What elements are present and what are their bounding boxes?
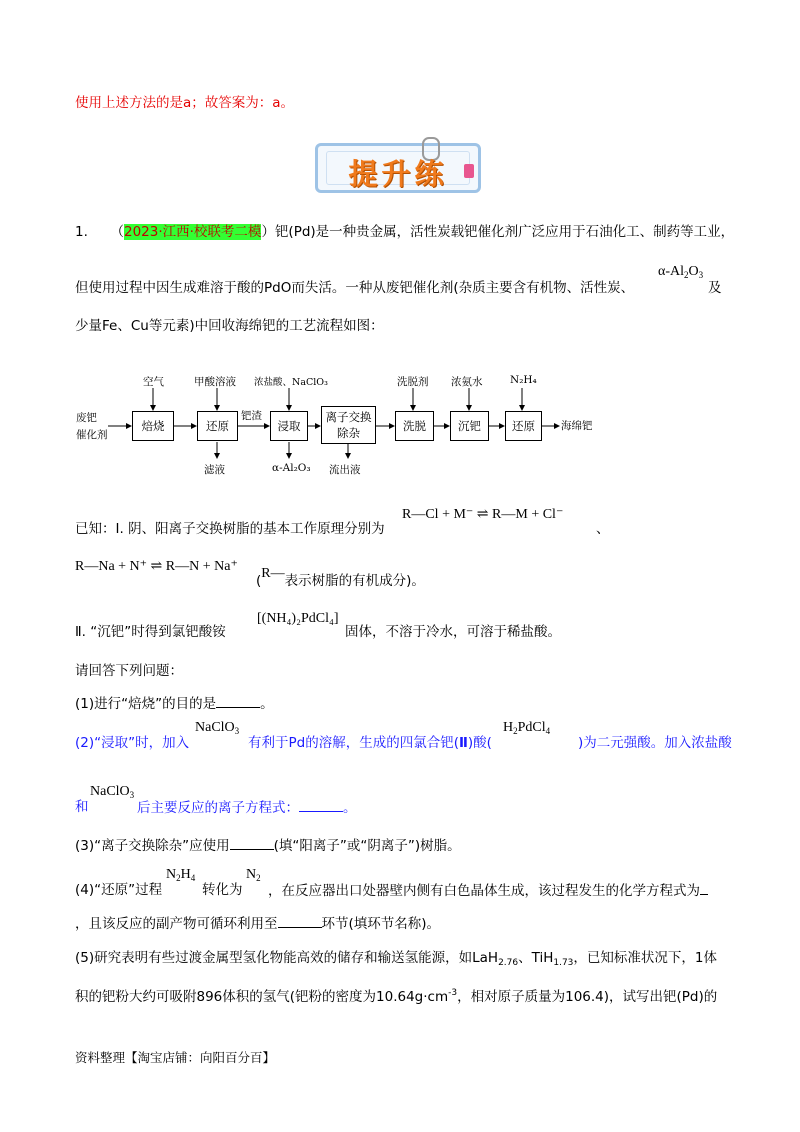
q2-b-text: 有利于Pd的溶解，生成的四氯合钯(: [248, 735, 459, 751]
q4-nitrogen-formula: $N_2$: [246, 867, 261, 883]
alpha-alumina-formula: $\alpha-Al_2O_3$: [658, 264, 704, 280]
source-tag: 2023·江西·校联考二模: [123, 224, 262, 240]
section-banner: [315, 143, 481, 193]
process-flow-diagram: [76, 370, 636, 480]
sub-question-2-b: [248, 733, 492, 753]
known-prefix: 已知：Ⅰ. 阴、阳离子交换树脂的基本工作原理分别为: [75, 521, 385, 537]
answer-line: 使用上述方法的是a；故答案为：a。: [75, 95, 295, 111]
question-1-line-3: 少量Fe、Cu等元素)中回收海绵钯的工艺流程如图：: [75, 318, 384, 334]
step-ion-exchange: [321, 406, 376, 444]
step-elution: 洗脱: [395, 411, 434, 441]
sub-question-5-line-1: [75, 948, 717, 973]
q2-h2pdcl4-text: H: [503, 720, 514, 735]
step-palladium-precipitation: 沉钯: [450, 411, 489, 441]
step-reduction-1: 还原: [197, 411, 238, 441]
sub-question-2-line-2-a: 和: [75, 799, 89, 815]
q2-h2pdcl4-formula: $H_2PdCl_4$: [503, 720, 551, 736]
output-effluent: 流出液: [329, 464, 361, 476]
flow-start-label-2: 催化剂: [76, 429, 108, 441]
sub-question-1: [75, 693, 274, 714]
q2-roman-numeral: Ⅱ: [458, 735, 468, 751]
note-r-symbol: R—: [261, 566, 285, 581]
q3-tail: (填“阳离子”或“阴离子”)树脂。: [273, 838, 461, 854]
q3-text: (3)“离子交换除杂”应使用: [75, 838, 230, 854]
q4-hydrazine-text: N: [166, 867, 177, 882]
banner-title: 提升练: [348, 157, 448, 191]
known-item-2-tail: 固体，不溶于冷水，可溶于稀盐酸。: [345, 624, 561, 640]
input-hydrazine: N₂H₄: [510, 374, 537, 386]
paren-open: （: [110, 224, 124, 240]
q4-answer-blank-1[interactable]: [700, 880, 708, 895]
q2-line2-text: 后主要反应的离子方程式：: [137, 800, 299, 816]
flow-start-label-1: 废钯: [76, 412, 97, 424]
q5-line2-text: 积的钯粉大约可吸附896体积的氢气(钯粉的密度为10.64g·cm: [75, 989, 449, 1005]
q5-line2-tail: ，相对原子质量为106.4)，试写出钯(Pd)的: [457, 989, 718, 1005]
step-roasting: 焙烧: [132, 411, 174, 441]
question-number: 1.: [75, 224, 88, 240]
q4-nitrogen-text: N: [246, 867, 257, 882]
input-hcl-naclo3: 浓盐酸、NaClO₃: [254, 377, 328, 388]
sub-question-5-line-2: [75, 983, 717, 1007]
questions-prompt: 请回答下列问题：: [75, 663, 183, 679]
q1-answer-blank[interactable]: [216, 693, 260, 708]
q2-naclo3-formula: NaClO$_3$: [195, 720, 240, 736]
anion-exchange-equation: R—Cl + M⁻ ⇌ R—M + Cl⁻: [402, 507, 564, 522]
q4-hydrazine-formula: $N_2H_4$: [166, 867, 196, 883]
sub-question-2-a: (2)“浸取”时，加入: [75, 735, 190, 751]
step-leaching: 浸取: [270, 411, 308, 441]
sub-question-2-d: )为二元强酸。加入浓盐酸: [578, 735, 732, 751]
known-separator: 、: [596, 521, 610, 537]
q1-text: (1)进行“焙烧”的目的是: [75, 696, 217, 712]
q2-c-text: )酸(: [467, 735, 492, 751]
resin-note: [256, 566, 425, 592]
question-1-line-2: [75, 278, 634, 298]
input-ammonia: 浓氨水: [451, 376, 483, 388]
input-eluent: 洗脱剂: [397, 376, 429, 388]
sub-question-3: [75, 835, 461, 856]
q1-end: 。: [260, 696, 274, 712]
q5-line1-text: (5)研究表明有些过渡金属型氢化物能高效的储存和输送氢能源，如LaH: [75, 950, 499, 966]
q5-tih-subscript: 1.73: [553, 958, 574, 968]
q5-density-exponent: -3: [448, 988, 458, 998]
sub-question-4-b: 转化为: [202, 882, 243, 898]
question-1-line-1: [75, 222, 734, 242]
q5-lah-subscript: 2.76: [498, 958, 519, 968]
input-formic-acid: 甲酸溶液: [194, 376, 236, 388]
q5-line1-tail: ，已知标准状况下，1体: [573, 950, 717, 966]
q4-answer-blank-2[interactable]: [278, 913, 322, 928]
page-footer: 资料整理【淘宝店铺：向阳百分百】: [75, 1050, 276, 1065]
q4-line2-b: 环节(填环节名称)。: [321, 916, 441, 932]
input-air: 空气: [143, 376, 164, 388]
ion-exchange-label-2: 除杂: [337, 426, 360, 440]
note-paren: (: [256, 573, 262, 589]
paren-close: ）: [261, 224, 275, 240]
ion-exchange-label-1: 离子交换: [325, 410, 372, 424]
known-item-2-prefix: Ⅱ. “沉钯”时得到氯钯酸铵: [75, 624, 226, 640]
output-filtrate: 滤液: [204, 464, 225, 476]
q2-naclo3-formula-2: NaClO$_3$: [90, 784, 135, 800]
intro-line-2-tail: 及: [708, 280, 722, 296]
ammonium-chloropalladate-formula: [(NH₄)₂PdCl₄]: [257, 611, 339, 626]
cation-exchange-equation: R—Na + N⁺ ⇌ R—N + Na⁺: [75, 559, 238, 574]
q4-c-text: ，在反应器出口处器壁内侧有白色晶体生成，该过程发生的化学方程式为: [268, 883, 700, 899]
alumina-formula-text: α-Al: [658, 264, 684, 279]
sub-question-4-c: [268, 880, 708, 901]
q2-answer-blank[interactable]: [299, 797, 343, 812]
output-alumina: α-Al₂O₃: [272, 462, 311, 474]
intro-line-1: 钯(Pd)是一种贵金属，活性炭载钯催化剂广泛应用于石油化工、制药等工业，: [274, 224, 735, 240]
flow-end-label: 海绵钯: [561, 420, 593, 432]
intro-line-2: 但使用过程中因生成难溶于酸的PdO而失活。一种从废钯催化剂(杂质主要含有机物、活性炭、: [75, 280, 635, 296]
q4-line2-a: ，且该反应的副产物可循环利用至: [75, 916, 278, 932]
q5-mid-text: 、TiH: [518, 950, 554, 966]
note-tail: 表示树脂的有机成分)。: [284, 573, 425, 589]
sub-question-4-line-2: [75, 913, 440, 934]
mid-label-pd-residue: 钯渣: [241, 410, 262, 422]
q2-naclo3-text: NaClO: [195, 720, 235, 735]
sub-question-2-line-2-b: [137, 797, 357, 818]
q3-answer-blank[interactable]: [230, 835, 274, 850]
q2-line2-end: 。: [343, 800, 357, 816]
step-reduction-2: 还原: [505, 411, 542, 441]
sub-question-4-a: (4)“还原”过程: [75, 882, 163, 898]
